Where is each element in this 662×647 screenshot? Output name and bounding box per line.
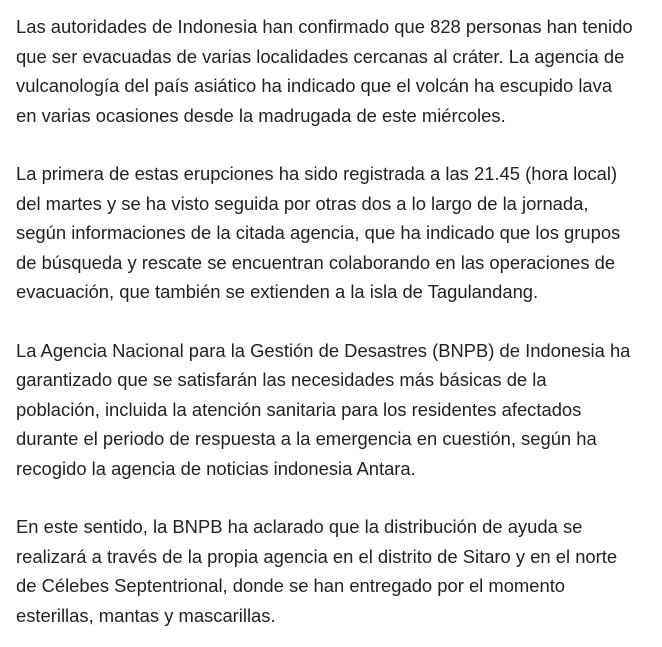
text-line: La Agencia Nacional para la Gestión de Desastres (BNPB) de Indonesia ha xyxy=(16,339,631,361)
text-line: durante el periodo de respuesta a la emergencia en cuestión, según ha xyxy=(16,428,597,449)
text-line: evacuación, que también se extienden a la isla de Tagulandang. xyxy=(16,281,539,302)
text-line: vulcanología del país asiático ha indicado que el volcán ha escupido lava xyxy=(16,75,613,96)
paragraph-aid-distribution xyxy=(16,512,656,630)
paragraph-bnpb-needs xyxy=(16,336,656,484)
text-line: esterillas, mantas y mascarillas. xyxy=(16,604,276,626)
text-line: según informaciones de la citada agencia, que ha indicado que los grupos xyxy=(16,222,621,243)
text-line: de Célebes Septentrional, donde se han entregado por el momento xyxy=(16,575,566,596)
text-line: realizará a través de la propia agencia en el distrito de Sitaro y en el norte xyxy=(16,545,618,567)
text-line: población, incluida la atención sanitaria para los residentes afectados xyxy=(16,398,582,420)
text-line: garantizado que se satisfarán las necesidades más básicas de la xyxy=(16,369,547,390)
text-line: Las autoridades de Indonesia han confirmado que 828 personas han tenido xyxy=(16,16,633,37)
text-line: de búsqueda y rescate se encuentran colaborando en las operaciones de xyxy=(16,251,616,273)
article-body xyxy=(16,12,656,630)
text-line: en varias ocasiones desde la madrugada de este miércoles. xyxy=(16,104,506,126)
text-line: del martes y se ha visto seguida por otras dos a lo largo de la jornada, xyxy=(16,192,589,214)
text-line: En este sentido, la BNPB ha aclarado que la distribución de ayuda se xyxy=(16,516,583,537)
text-line: recogido la agencia de noticias indonesia Antara. xyxy=(16,457,416,479)
paragraph-eruptions xyxy=(16,159,656,307)
text-line: La primera de estas erupciones ha sido registrada a las 21.45 (hora local) xyxy=(16,163,618,184)
text-line: que ser evacuadas de varias localidades cercanas al cráter. La agencia de xyxy=(16,45,625,67)
paragraph-evacuations xyxy=(16,12,656,130)
